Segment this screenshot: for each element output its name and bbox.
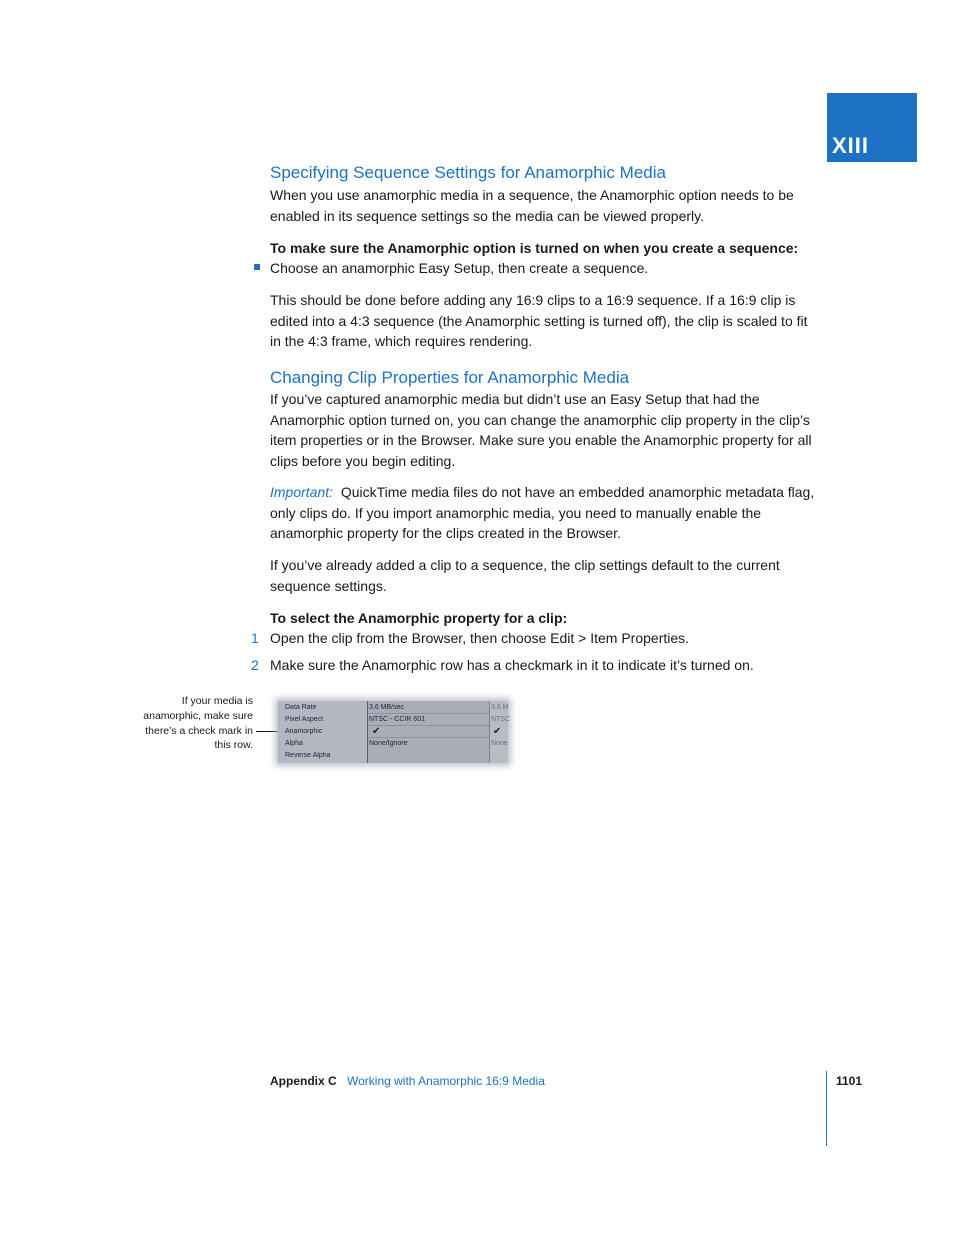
- row-value-alpha: None/Ignore: [369, 740, 408, 747]
- row-extra-pixel-aspect: NTSC: [491, 716, 511, 723]
- item-properties-screenshot: [278, 701, 511, 763]
- section1-task-heading: To make sure the Anamorphic option is turned on when you create a sequence:: [270, 240, 799, 256]
- step-text-1: Open the clip from the Browser, then choose Edit > Item Properties.: [270, 630, 690, 646]
- row-label-anamorphic: Anamorphic: [285, 728, 323, 735]
- section-heading-clip-properties: Changing Clip Properties for Anamorphic Media: [270, 368, 630, 387]
- row-extra-alpha: None: [491, 740, 508, 747]
- important-note: [270, 482, 818, 544]
- section1-bullet-text: Choose an anamorphic Easy Setup, then create a sequence.: [270, 260, 649, 276]
- section1-note: This should be done before adding any 16:9 clips to a 16:9 sequence. If a 16:9 clip is edited into a 4:3 sequence (the Anamorphic setting is turned off), the clip is scaled to fit in the 4:3 frame, which requires rendering.: [270, 292, 808, 349]
- row-value-pixel-aspect: NTSC - CCIR 601: [369, 716, 426, 723]
- section2-already-added: If you’ve already added a clip to a sequence, the clip settings default to the current sequence settings.: [270, 557, 780, 594]
- footer-appendix: Appendix C: [270, 1074, 337, 1088]
- section1-intro: When you use anamorphic media in a sequence, the Anamorphic option needs to be enabled in its sequence settings so the media can be viewed properly.: [270, 187, 794, 224]
- row-label-data-rate: Data Rate: [285, 704, 317, 711]
- row-extra-data-rate: 3.6 M: [491, 704, 509, 711]
- anamorphic-extra-checkmark-icon: ✔: [493, 726, 502, 737]
- row-divider: [368, 737, 489, 738]
- section-heading-sequence-settings: Specifying Sequence Settings for Anamorphic Media: [270, 163, 666, 182]
- column-divider: [367, 701, 368, 763]
- row-divider: [368, 725, 489, 726]
- chapter-tab: [827, 93, 917, 162]
- row-label-pixel-aspect: Pixel Aspect: [285, 716, 324, 723]
- section2-task-heading: To select the Anamorphic property for a clip:: [270, 610, 568, 626]
- row-label-alpha: Alpha: [285, 740, 303, 747]
- step-text-2: Make sure the Anamorphic row has a checkmark in it to indicate it’s turned on.: [270, 657, 754, 673]
- step-number-2: 2: [251, 657, 259, 673]
- important-text: QuickTime media files do not have an embedded anamorphic metadata flag, only clips do. If you import anamorphic media, you need to manually enable the anamorphic property for the clips created in the Browser.: [270, 484, 815, 541]
- bullet-icon: [254, 264, 260, 270]
- row-divider: [368, 713, 489, 714]
- anamorphic-checkmark-icon: ✔: [372, 726, 381, 737]
- figure-callout: If your media is anamorphic, make sure there’s a check mark in this row.: [143, 695, 253, 752]
- footer-chapter-title: Working with Anamorphic 16:9 Media: [347, 1074, 545, 1088]
- section2-intro: If you’ve captured anamorphic media but didn’t use an Easy Setup that had the Anamorphic option turned on, you can change the anamorphic clip property in the clip’s item properties or in the Browser. Make sure you enable the Anamorphic property for all clips before you begin editing.: [270, 391, 812, 469]
- row-label-reverse-alpha: Reverse Alpha: [285, 752, 331, 759]
- important-label: Important:: [270, 484, 334, 500]
- row-value-data-rate: 3.6 MB/sec: [369, 704, 405, 711]
- chapter-tab-label: XIII: [832, 133, 870, 158]
- page-number: 1101: [836, 1074, 863, 1088]
- step-number-1: 1: [251, 630, 259, 646]
- footer-rule: [826, 1071, 827, 1146]
